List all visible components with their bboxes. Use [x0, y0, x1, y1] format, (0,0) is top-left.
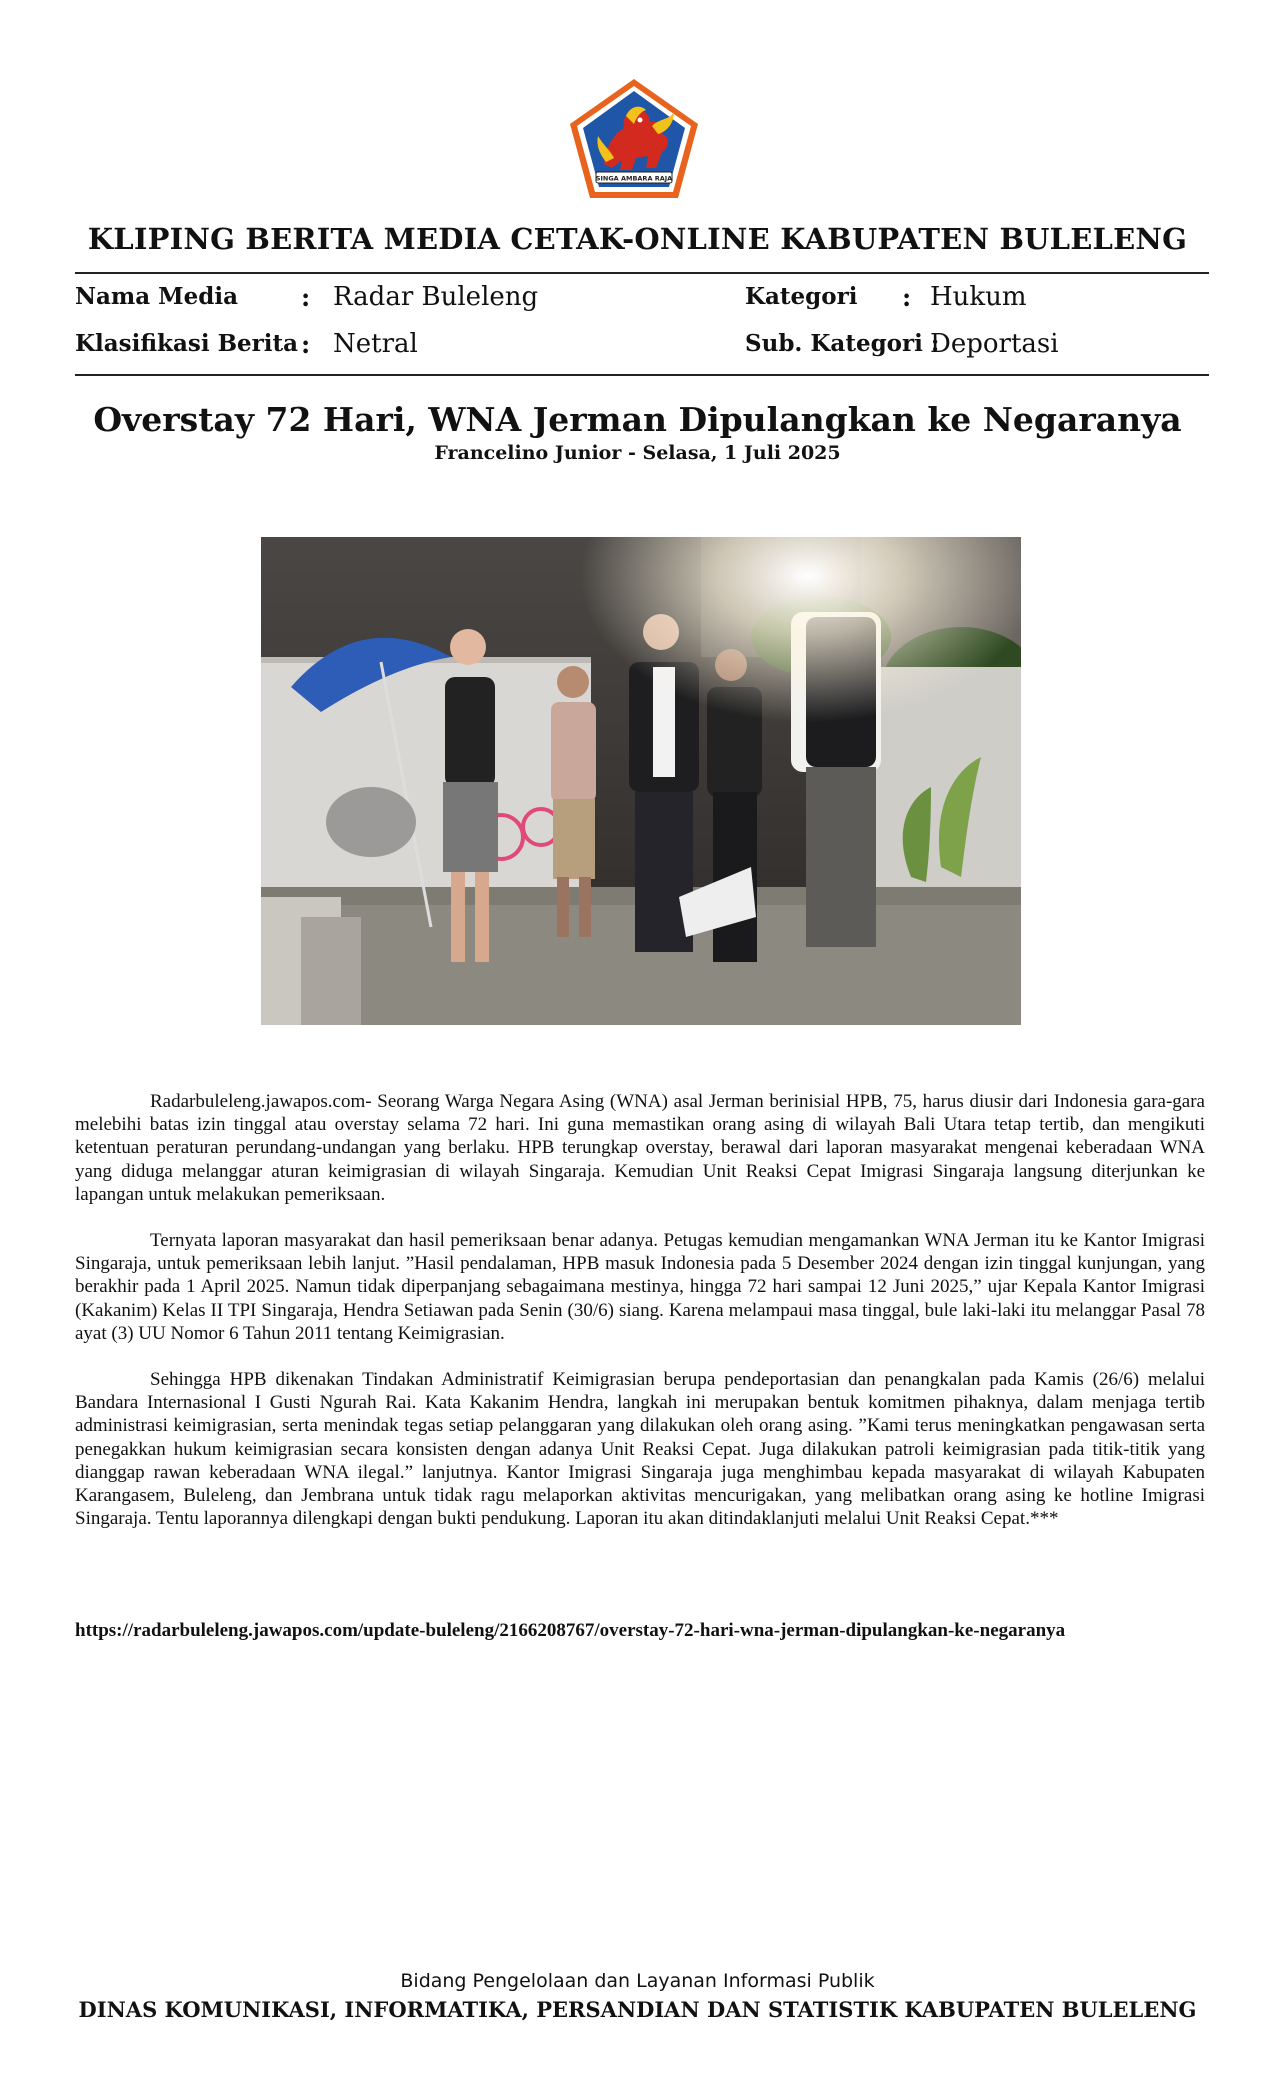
article-paragraph-2: Ternyata laporan masyarakat dan hasil pemeriksaan benar adanya. Petugas kemudian mengamankan WNA Jerman itu ke Kantor Imigrasi Singaraja, untuk pemeriksaan lebih lanjut. ”Hasil pendalaman, HPB masuk Indonesia pada 5 Desember 2024 dengan izin tinggal kunjungan, yang berakhir pada 1 April 2025. Namun tidak diperpanjang sebagaimana mestinya, hingga 72 hari sampai 12 Juni 2025,” ujar Kepala Kantor Imigrasi (Kakanim) Kelas II TPI Singaraja, Hendra Setiawan pada Senin (30/6) siang. Karena melampaui masa tinggal, bule laki-laki itu melanggar Pasal 78 ayat (3) UU Nomor 6 Tahun 2011 tentang Keimigrasian. — [75, 1230, 1205, 1344]
article-photo — [261, 537, 1021, 1025]
klasifikasi-label: Klasifikasi Berita — [75, 330, 299, 357]
media-colon: : — [301, 283, 311, 312]
article-paragraph-1: Radarbuleleng.jawapos.com- Seorang Warga Negara Asing (WNA) asal Jerman berinisial HPB, 75, harus diusir dari Indonesia gara-gara melebihi batas izin tinggal atau overstay selama 72 hari. Ini guna memastikan orang asing di wilayah Bali Utara tetap tertib, dan mengikuti ketentuan peraturan perundang-undangan yang berlaku. HPB terungkap overstay, berawal dari laporan masyarakat mengenai keberadaan WNA yang diduga melanggar aturan keimigrasian di wilayah Singaraja. Kemudian Unit Reaksi Cepat Imigrasi Singaraja langsung diterjunkan ke lapangan untuk melakukan pemeriksaan. — [75, 1091, 1205, 1205]
subkategori-label: Sub. Kategori : — [745, 330, 940, 357]
source-url[interactable]: https://radarbuleleng.jawapos.com/update-buleleng/2166208767/overstay-72-hari-wna-jerman-dipulangkan-ke-negaranya — [75, 1620, 1066, 1641]
subkategori-value: Deportasi — [930, 329, 1059, 359]
footer-agency: DINAS KOMUNIKASI, INFORMATIKA, PERSANDIAN DAN STATISTIK KABUPATEN BULELENG — [78, 1997, 1197, 2022]
article-byline: Francelino Junior - Selasa, 1 Juli 2025 — [434, 442, 841, 464]
article-paragraph-3: Sehingga HPB dikenakan Tindakan Administratif Keimigrasian berupa pendeportasian dan penangkalan pada Kamis (26/6) melalui Bandara Internasional I Gusti Ngurah Rai. Kata Kakanim Hendra, langkah ini merupakan bentuk komitmen pihaknya, dalam menjaga tertib administrasi keimigrasian, serta menindak tegas setiap pelanggaran yang dilakukan oleh orang asing. ”Kami terus meningkatkan pengawasan serta penegakkan hukum keimigrasian secara konsisten dengan adanya Unit Reaksi Cepat. Juga dilakukan patroli keimigrasian pada titik-titik yang dianggap rawan keberadaan WNA ilegal.” lanjutnya. Kantor Imigrasi Singaraja juga menghimbau kepada masyarakat di wilayah Kabupaten Karangasem, Buleleng, dan Jembrana untuk tidak ragu melaporkan aktivitas mencurigakan, yang melibatkan orang asing ke hotline Imigrasi Singaraja. Tentu laporannya dilengkapi dengan bukti pendukung. Laporan itu akan ditindaklanjuti melalui Unit Reaksi Cepat.*** — [75, 1369, 1205, 1530]
divider-top — [75, 272, 1209, 274]
klasifikasi-value: Netral — [333, 329, 418, 359]
kategori-label: Kategori — [745, 283, 858, 310]
divider-bottom — [75, 374, 1209, 376]
buleleng-logo — [566, 76, 702, 202]
kategori-value: Hukum — [930, 282, 1027, 312]
logo-caption: SINGA AMBARA RAJA — [595, 174, 673, 183]
kliping-title: KLIPING BERITA MEDIA CETAK-ONLINE KABUPATEN BULELENG — [87, 222, 1188, 256]
media-label: Nama Media — [75, 283, 238, 310]
kategori-colon: : — [902, 283, 912, 312]
article-title: Overstay 72 Hari, WNA Jerman Dipulangkan ke Negaranya — [93, 400, 1182, 439]
media-value: Radar Buleleng — [333, 282, 539, 312]
footer-department: Bidang Pengelolaan dan Layanan Informasi Publik — [400, 1970, 875, 1992]
klasifikasi-colon: : — [301, 330, 311, 359]
article-body — [75, 1090, 1205, 1553]
